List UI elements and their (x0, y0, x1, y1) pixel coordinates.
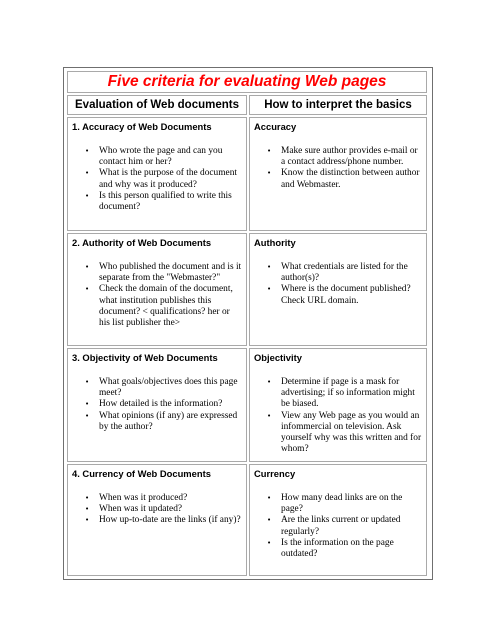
tip-list (254, 493, 422, 560)
list-item: • How up-to-date are the links (if any)? (85, 515, 241, 526)
list-item: • What is the purpose of the document and why was it produced? (85, 168, 237, 190)
bullet-icon: • (85, 147, 90, 155)
authority-evaluation-cell (67, 233, 247, 346)
bullet-icon: • (267, 494, 272, 502)
bullet-icon: • (85, 411, 90, 420)
bullet-icon: • (267, 411, 272, 420)
right-header-cell (249, 95, 427, 115)
accuracy-interpret-cell (249, 117, 427, 231)
list-item: • Check the domain of the document, what institution publishes this document? < qualifications? her or his list publisher the> (85, 284, 233, 329)
list-item: • Determine if page is a mask for advertising; if so information might be biased. (267, 377, 415, 410)
list-item: • Is the information on the page outdated? (267, 537, 394, 560)
bullet-icon: • (85, 285, 90, 294)
list-item: • Who published the document and is it separate from the "Webmaster?" (85, 262, 242, 284)
list-item: • What credentials are listed for the author(s)? (267, 262, 408, 284)
right-column-header: How to interpret the basics (264, 99, 412, 111)
bullet-icon: • (267, 285, 272, 294)
list-item: • Make sure author provides e-mail or a contact address/phone number. (267, 146, 418, 168)
title-cell (67, 71, 427, 93)
table-title: Five criteria for evaluating Web pages (107, 73, 387, 90)
tip-list (254, 146, 422, 191)
bullet-icon: • (267, 263, 272, 271)
list-item: • When was it produced? (85, 493, 188, 503)
bullet-icon: • (85, 169, 90, 178)
bullet-icon: • (85, 191, 90, 200)
objectivity-evaluation-cell (67, 348, 247, 462)
list-item: • Know the distinction between author and Webmaster. (267, 168, 420, 190)
bullet-icon: • (267, 516, 272, 525)
left-column-header: Evaluation of Web documents (75, 99, 239, 111)
list-item: • Are the links current or updated regularly? (267, 515, 401, 537)
accuracy-evaluation-cell (67, 117, 247, 231)
question-list (72, 377, 242, 433)
bullet-icon: • (85, 505, 90, 514)
section-title: 1. Accuracy of Web Documents (72, 121, 212, 132)
bullet-icon: • (267, 538, 272, 547)
currency-interpret-cell (249, 464, 427, 576)
bullet-icon: • (85, 400, 90, 409)
authority-interpret-cell (249, 233, 427, 346)
section-title: 4. Currency of Web Documents (72, 468, 211, 479)
left-header-cell (67, 95, 247, 115)
bullet-icon: • (85, 516, 90, 525)
criteria-table (63, 67, 433, 580)
list-item: • When was it updated? (85, 504, 183, 515)
section-title: Currency (254, 468, 296, 479)
question-list (72, 262, 242, 329)
bullet-icon: • (85, 263, 90, 271)
list-item: • Is this person qualified to write this document? (85, 190, 232, 213)
bullet-icon: • (85, 378, 90, 386)
list-item: • What goals/objectives does this page meet? (85, 377, 238, 399)
bullet-icon: • (267, 169, 272, 178)
section-title: Objectivity (254, 352, 302, 363)
bullet-icon: • (267, 147, 272, 155)
tip-list (254, 262, 422, 307)
list-item: • Where is the document published? Check URL domain. (267, 284, 411, 306)
currency-evaluation-cell (67, 464, 247, 576)
list-item: • How many dead links are on the page? (267, 493, 403, 515)
objectivity-interpret-cell (249, 348, 427, 462)
section-title: 2. Authority of Web Documents (72, 237, 212, 248)
list-item: • What opinions (if any) are expressed by the author? (85, 410, 238, 432)
section-title: Authority (254, 237, 296, 248)
question-list (72, 146, 242, 213)
list-item: • View any Web page as you would an infommercial on television. Ask yourself why was this written and for whom? (267, 410, 422, 455)
section-title: Accuracy (254, 121, 297, 132)
section-title: 3. Objectivity of Web Documents (72, 352, 218, 363)
list-item: • Who wrote the page and can you contact him or her? (85, 146, 223, 168)
question-list (72, 493, 242, 527)
bullet-icon: • (85, 494, 90, 502)
tip-list (254, 377, 422, 455)
bullet-icon: • (267, 378, 272, 386)
list-item: • How detailed is the information? (85, 399, 223, 410)
